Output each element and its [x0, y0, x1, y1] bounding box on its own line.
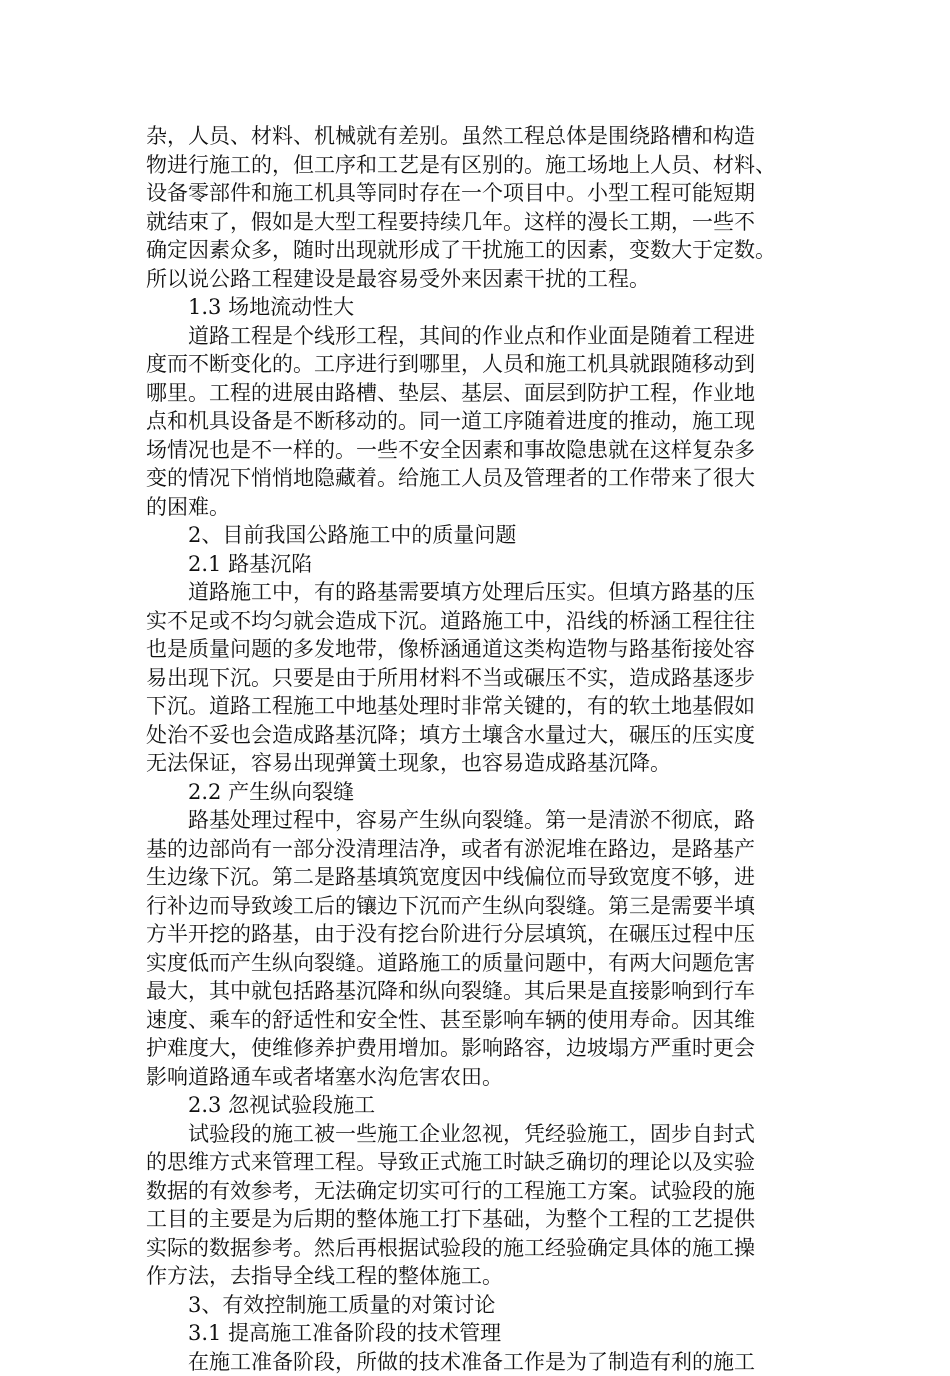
section-heading: 2.2 产生纵向裂缝 [146, 778, 806, 807]
paragraph-line: 点和机具设备是不断移动的。同一道工序随着进度的推动，施工现 [146, 407, 806, 436]
paragraph [146, 322, 806, 522]
paragraph-line: 生边缘下沉。第二是路基填筑宽度因中线偏位而导致宽度不够，进 [146, 863, 806, 892]
paragraph-line: 下沉。道路工程施工中地基处理时非常关键的，有的软土地基假如 [146, 692, 806, 721]
paragraph-line: 的思维方式来管理工程。导致正式施工时缺乏确切的理论以及实验 [146, 1148, 806, 1177]
paragraph-line: 变的情况下悄悄地隐藏着。给施工人员及管理者的工作带来了很大 [146, 464, 806, 493]
paragraph-line: 试验段的施工被一些施工企业忽视，凭经验施工，固步自封式 [146, 1120, 806, 1149]
section-heading: 1.3 场地流动性大 [146, 293, 806, 322]
paragraph-line: 影响道路通车或者堵塞水沟危害农田。 [146, 1063, 806, 1092]
paragraph-line: 道路工程是个线形工程，其间的作业点和作业面是随着工程进 [146, 322, 806, 351]
paragraph-line: 行补边而导致竣工后的镶边下沉而产生纵向裂缝。第三是需要半填 [146, 892, 806, 921]
paragraph-line: 道路施工中，有的路基需要填方处理后压实。但填方路基的压 [146, 578, 806, 607]
paragraph-line: 易出现下沉。只要是由于所用材料不当或碾压不实，造成路基逐步 [146, 664, 806, 693]
paragraph-line: 物进行施工的，但工序和工艺是有区别的。施工场地上人员、材料、 [146, 151, 806, 180]
paragraph-line: 哪里。工程的进展由路槽、垫层、基层、面层到防护工程，作业地 [146, 379, 806, 408]
paragraph-line: 也是质量问题的多发地带，像桥涵通道这类构造物与路基衔接处容 [146, 635, 806, 664]
paragraph-line: 杂，人员、材料、机械就有差别。虽然工程总体是围绕路槽和构造 [146, 122, 806, 151]
paragraph-line: 在施工准备阶段，所做的技术准备工作是为了制造有利的施工 [146, 1348, 806, 1376]
paragraph-line: 最大，其中就包括路基沉降和纵向裂缝。其后果是直接影响到行车 [146, 977, 806, 1006]
document-body [146, 122, 806, 1376]
paragraph [146, 122, 806, 293]
paragraph-line: 实不足或不均匀就会造成下沉。道路施工中，沿线的桥涵工程往往 [146, 607, 806, 636]
paragraph-line: 确定因素众多，随时出现就形成了干扰施工的因素，变数大于定数。 [146, 236, 806, 265]
paragraph-line: 的困难。 [146, 493, 806, 522]
paragraph-line: 速度、乘车的舒适性和安全性、甚至影响车辆的使用寿命。因其维 [146, 1006, 806, 1035]
section-heading: 3.1 提高施工准备阶段的技术管理 [146, 1319, 806, 1348]
paragraph-line: 无法保证，容易出现弹簧土现象，也容易造成路基沉降。 [146, 749, 806, 778]
paragraph-line: 护难度大，使维修养护费用增加。影响路容，边坡塌方严重时更会 [146, 1034, 806, 1063]
section-heading: 3、有效控制施工质量的对策讨论 [146, 1291, 806, 1320]
paragraph-line: 所以说公路工程建设是最容易受外来因素干扰的工程。 [146, 265, 806, 294]
paragraph-line: 度而不断变化的。工序进行到哪里，人员和施工机具就跟随移动到 [146, 350, 806, 379]
paragraph-line: 实际的数据参考。然后再根据试验段的施工经验确定具体的施工操 [146, 1234, 806, 1263]
paragraph-line: 作方法，去指导全线工程的整体施工。 [146, 1262, 806, 1291]
section-heading: 2、目前我国公路施工中的质量问题 [146, 521, 806, 550]
paragraph [146, 578, 806, 778]
paragraph-line: 路基处理过程中，容易产生纵向裂缝。第一是清淤不彻底，路 [146, 806, 806, 835]
paragraph-line: 实度低而产生纵向裂缝。道路施工的质量问题中，有两大问题危害 [146, 949, 806, 978]
paragraph-line: 工目的主要是为后期的整体施工打下基础，为整个工程的工艺提供 [146, 1205, 806, 1234]
paragraph-line: 方半开挖的路基，由于没有挖台阶进行分层填筑，在碾压过程中压 [146, 920, 806, 949]
paragraph-line: 处治不妥也会造成路基沉降；填方土壤含水量过大，碾压的压实度 [146, 721, 806, 750]
paragraph-line: 就结束了，假如是大型工程要持续几年。这样的漫长工期，一些不 [146, 208, 806, 237]
paragraph-line: 基的边部尚有一部分没清理洁净，或者有淤泥堆在路边，是路基产 [146, 835, 806, 864]
paragraph [146, 806, 806, 1091]
paragraph [146, 1120, 806, 1291]
paragraph-line: 数据的有效参考，无法确定切实可行的工程施工方案。试验段的施 [146, 1177, 806, 1206]
section-heading: 2.1 路基沉陷 [146, 550, 806, 579]
section-heading: 2.3 忽视试验段施工 [146, 1091, 806, 1120]
paragraph-line: 设备零部件和施工机具等同时存在一个项目中。小型工程可能短期 [146, 179, 806, 208]
paragraph-line: 场情况也是不一样的。一些不安全因素和事故隐患就在这样复杂多 [146, 436, 806, 465]
paragraph [146, 1348, 806, 1376]
